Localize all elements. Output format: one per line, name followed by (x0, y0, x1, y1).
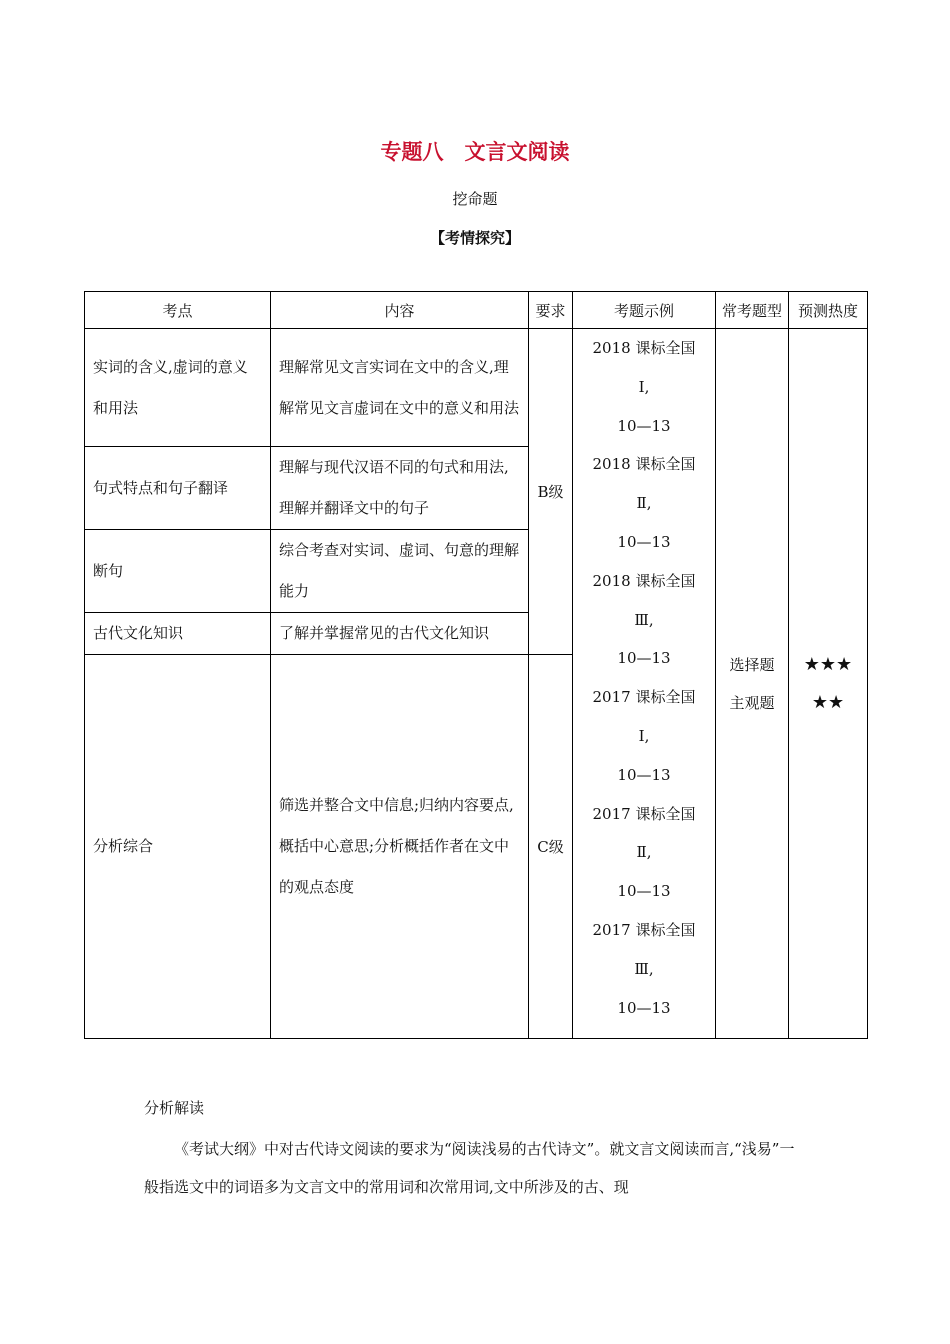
cell-content: 了解并掌握常见的古代文化知识 (271, 613, 529, 655)
example-line: 2018 课标全国 (592, 571, 696, 590)
question-type: 选择题 (729, 655, 775, 674)
example-line: 2018 课标全国 (592, 339, 696, 357)
cell-question-types (716, 329, 789, 1039)
cell-point: 分析综合 (85, 655, 271, 1039)
example-line: 10—13 (617, 882, 671, 901)
cell-examples (573, 329, 716, 1039)
header-point: 考点 (85, 292, 271, 329)
cell-content: 理解与现代汉语不同的句式和用法,理解并翻译文中的句子 (271, 447, 529, 530)
example-line: 10—13 (617, 532, 671, 551)
section-heading: 【考情探究】 (429, 229, 520, 247)
example-line: Ⅰ, (638, 726, 650, 745)
header-question-type: 常考题型 (716, 292, 789, 329)
cell-content: 综合考查对实词、虚词、句意的理解能力 (271, 530, 529, 613)
example-line: 2017 课标全国 (592, 688, 696, 707)
example-line: 10—13 (617, 765, 671, 784)
heat-stars: ★★★ (803, 653, 853, 675)
cell-point: 断句 (85, 530, 271, 613)
example-line: 10—13 (617, 998, 671, 1017)
analysis-label: 分析解读 (144, 1099, 205, 1117)
cell-point: 实词的含义,虚词的意义和用法 (85, 329, 271, 447)
analysis-paragraph: 《考试大纲》中对古代诗文阅读的要求为“阅读浅易的古代诗文”。就文言文阅读而言,“浅易”一般指选文中的词语多为文言文中的常用词和次常用词,文中所涉及的古、现 (144, 1140, 795, 1196)
example-line: Ⅲ, (634, 610, 654, 629)
cell-requirement-b: B级 (529, 329, 573, 655)
example-line: 2017 课标全国 (592, 804, 696, 823)
example-line: Ⅰ, (638, 377, 650, 396)
example-line: Ⅱ, (636, 843, 652, 862)
example-line: 10—13 (617, 416, 671, 435)
cell-point: 古代文化知识 (85, 613, 271, 655)
table-header-row (85, 292, 868, 329)
page-title: 专题八 文言文阅读 (380, 139, 570, 164)
heat-stars: ★★ (811, 691, 845, 713)
header-requirement: 要求 (529, 292, 573, 329)
example-line: Ⅱ, (636, 494, 652, 513)
cell-content: 理解常见文言实词在文中的含义,理解常见文言虚词在文中的意义和用法 (271, 329, 529, 447)
cell-requirement-c: C级 (529, 655, 573, 1039)
table-row (85, 329, 868, 447)
example-line: Ⅲ, (634, 959, 654, 978)
example-line: 2018 课标全国 (592, 455, 696, 474)
exam-analysis-table (84, 291, 868, 1039)
header-heat: 预测热度 (789, 292, 868, 329)
example-line: 10—13 (617, 649, 671, 668)
question-type: 主观题 (729, 693, 775, 712)
example-line: 2017 课标全国 (592, 920, 696, 939)
cell-content: 筛选并整合文中信息;归纳内容要点,概括中心意思;分析概括作者在文中的观点态度 (271, 655, 529, 1039)
header-content: 内容 (271, 292, 529, 329)
header-examples: 考题示例 (573, 292, 716, 329)
cell-heat (789, 329, 868, 1039)
subtitle: 挖命题 (452, 190, 498, 208)
cell-point: 句式特点和句子翻译 (85, 447, 271, 530)
